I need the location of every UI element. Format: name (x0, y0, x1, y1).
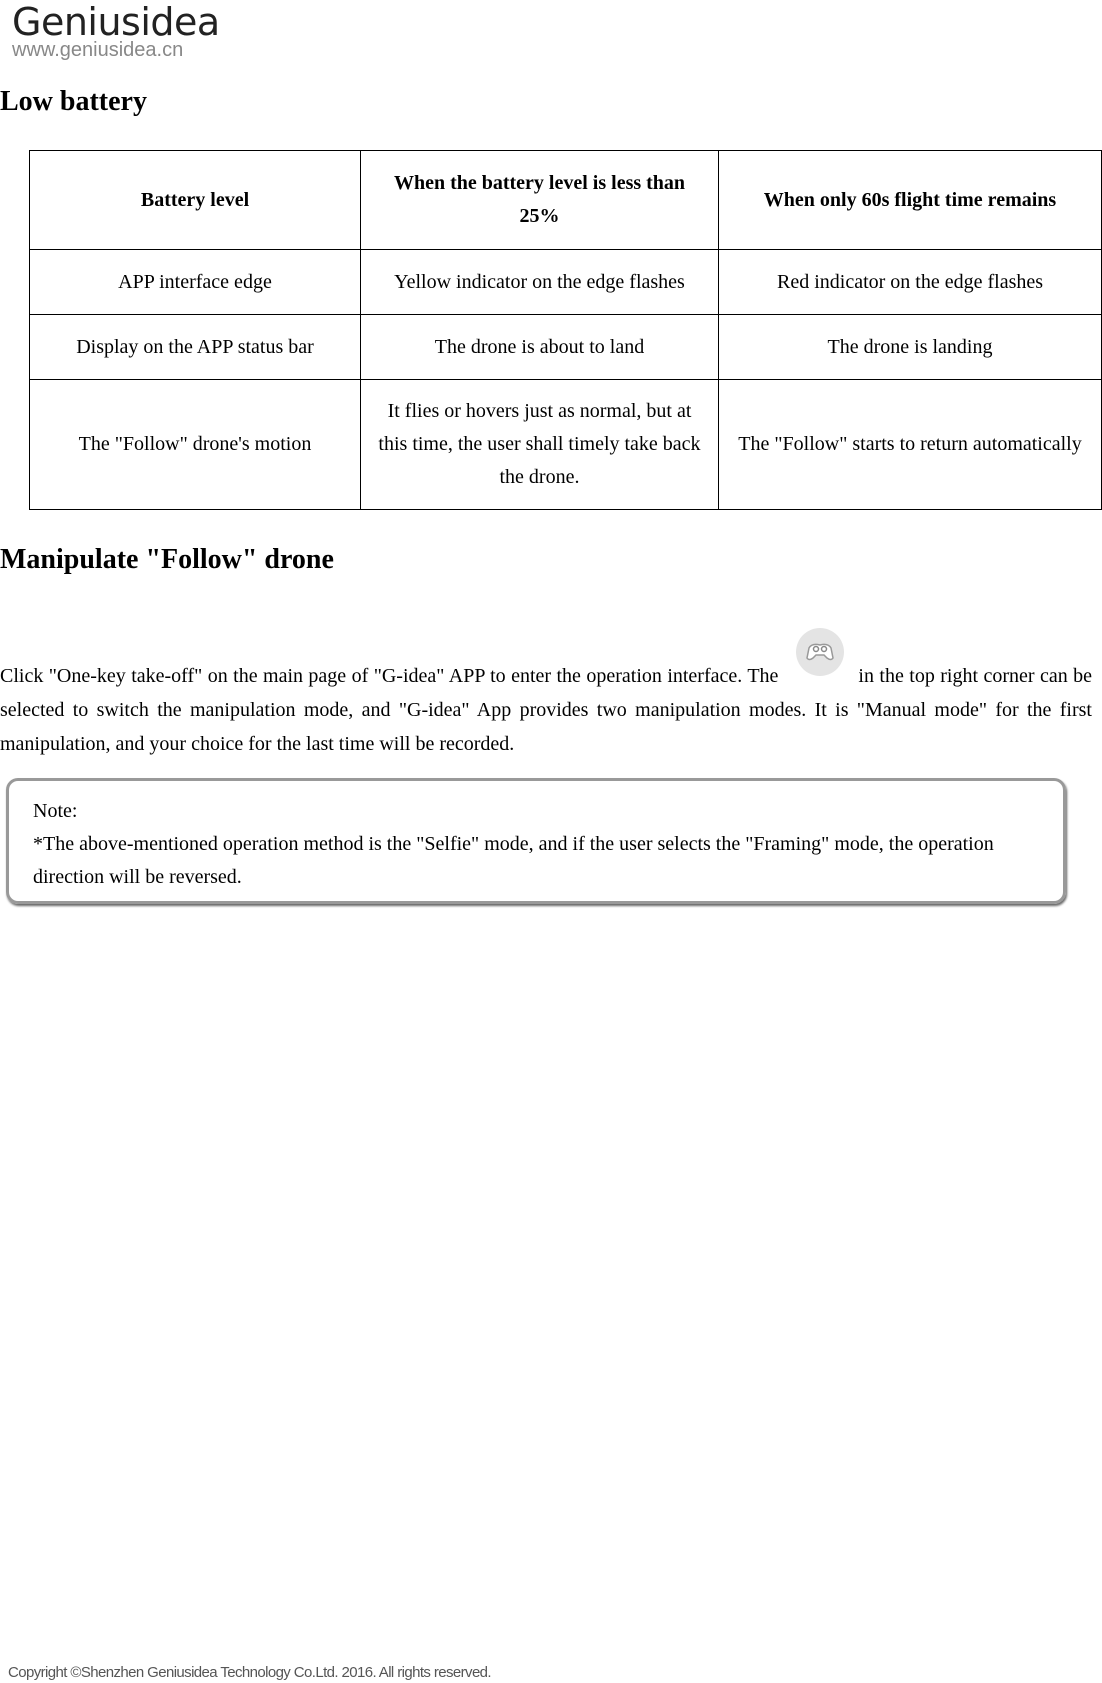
logo-url: www.geniusidea.cn (12, 39, 184, 61)
note-text: *The above-mentioned operation method is the "Selfie" mode, and if the user selects the "Framing" mode, the operation direction will be reversed. (33, 833, 994, 888)
company-logo (12, 2, 252, 60)
table-cell: The drone is landing (719, 315, 1102, 380)
instruction-paragraph (0, 640, 1092, 761)
table-cell: Display on the APP status bar (30, 315, 361, 380)
paragraph-text-after: in the top right corner can be selected to switch the manipulation mode, and "G-idea" App provides two manipulation modes. It is "Manual mode" for the first manipulation, and your choice for the last time will be recorded. (0, 665, 1093, 755)
table-header: When the battery level is less than 25% (361, 151, 719, 250)
table-cell: The drone is about to land (361, 315, 719, 380)
low-battery-table (29, 150, 1102, 510)
table-cell: Red indicator on the edge flashes (719, 250, 1102, 315)
table-row (30, 380, 1102, 510)
table-cell: APP interface edge (30, 250, 361, 315)
paragraph-text-before: Click "One-key take-off" on the main page of "G-idea" APP to enter the operation interface. The (0, 665, 779, 687)
section-heading-manipulate: Manipulate "Follow" drone (0, 544, 334, 575)
table-cell: The "Follow" starts to return automatically (719, 380, 1102, 510)
note-title: Note: (33, 800, 78, 822)
table-header: Battery level (30, 151, 361, 250)
section-heading-low-battery: Low battery (0, 86, 147, 117)
table-cell: The "Follow" drone's motion (30, 380, 361, 510)
logo-name: Geniusidea (12, 0, 220, 44)
table-cell: Yellow indicator on the edge flashes (361, 250, 719, 315)
table-row (30, 315, 1102, 380)
copyright-footer: Copyright ©Shenzhen Geniusidea Technology Co.Ltd. 2016. All rights reserved. (8, 1664, 491, 1681)
table-header-row (30, 151, 1102, 250)
note-box (6, 778, 1066, 904)
table-header: When only 60s flight time remains (719, 151, 1102, 250)
table-row (30, 250, 1102, 315)
table-cell: It flies or hovers just as normal, but at this time, the user shall timely take back the drone. (361, 380, 719, 510)
gamepad-icon (796, 628, 844, 676)
